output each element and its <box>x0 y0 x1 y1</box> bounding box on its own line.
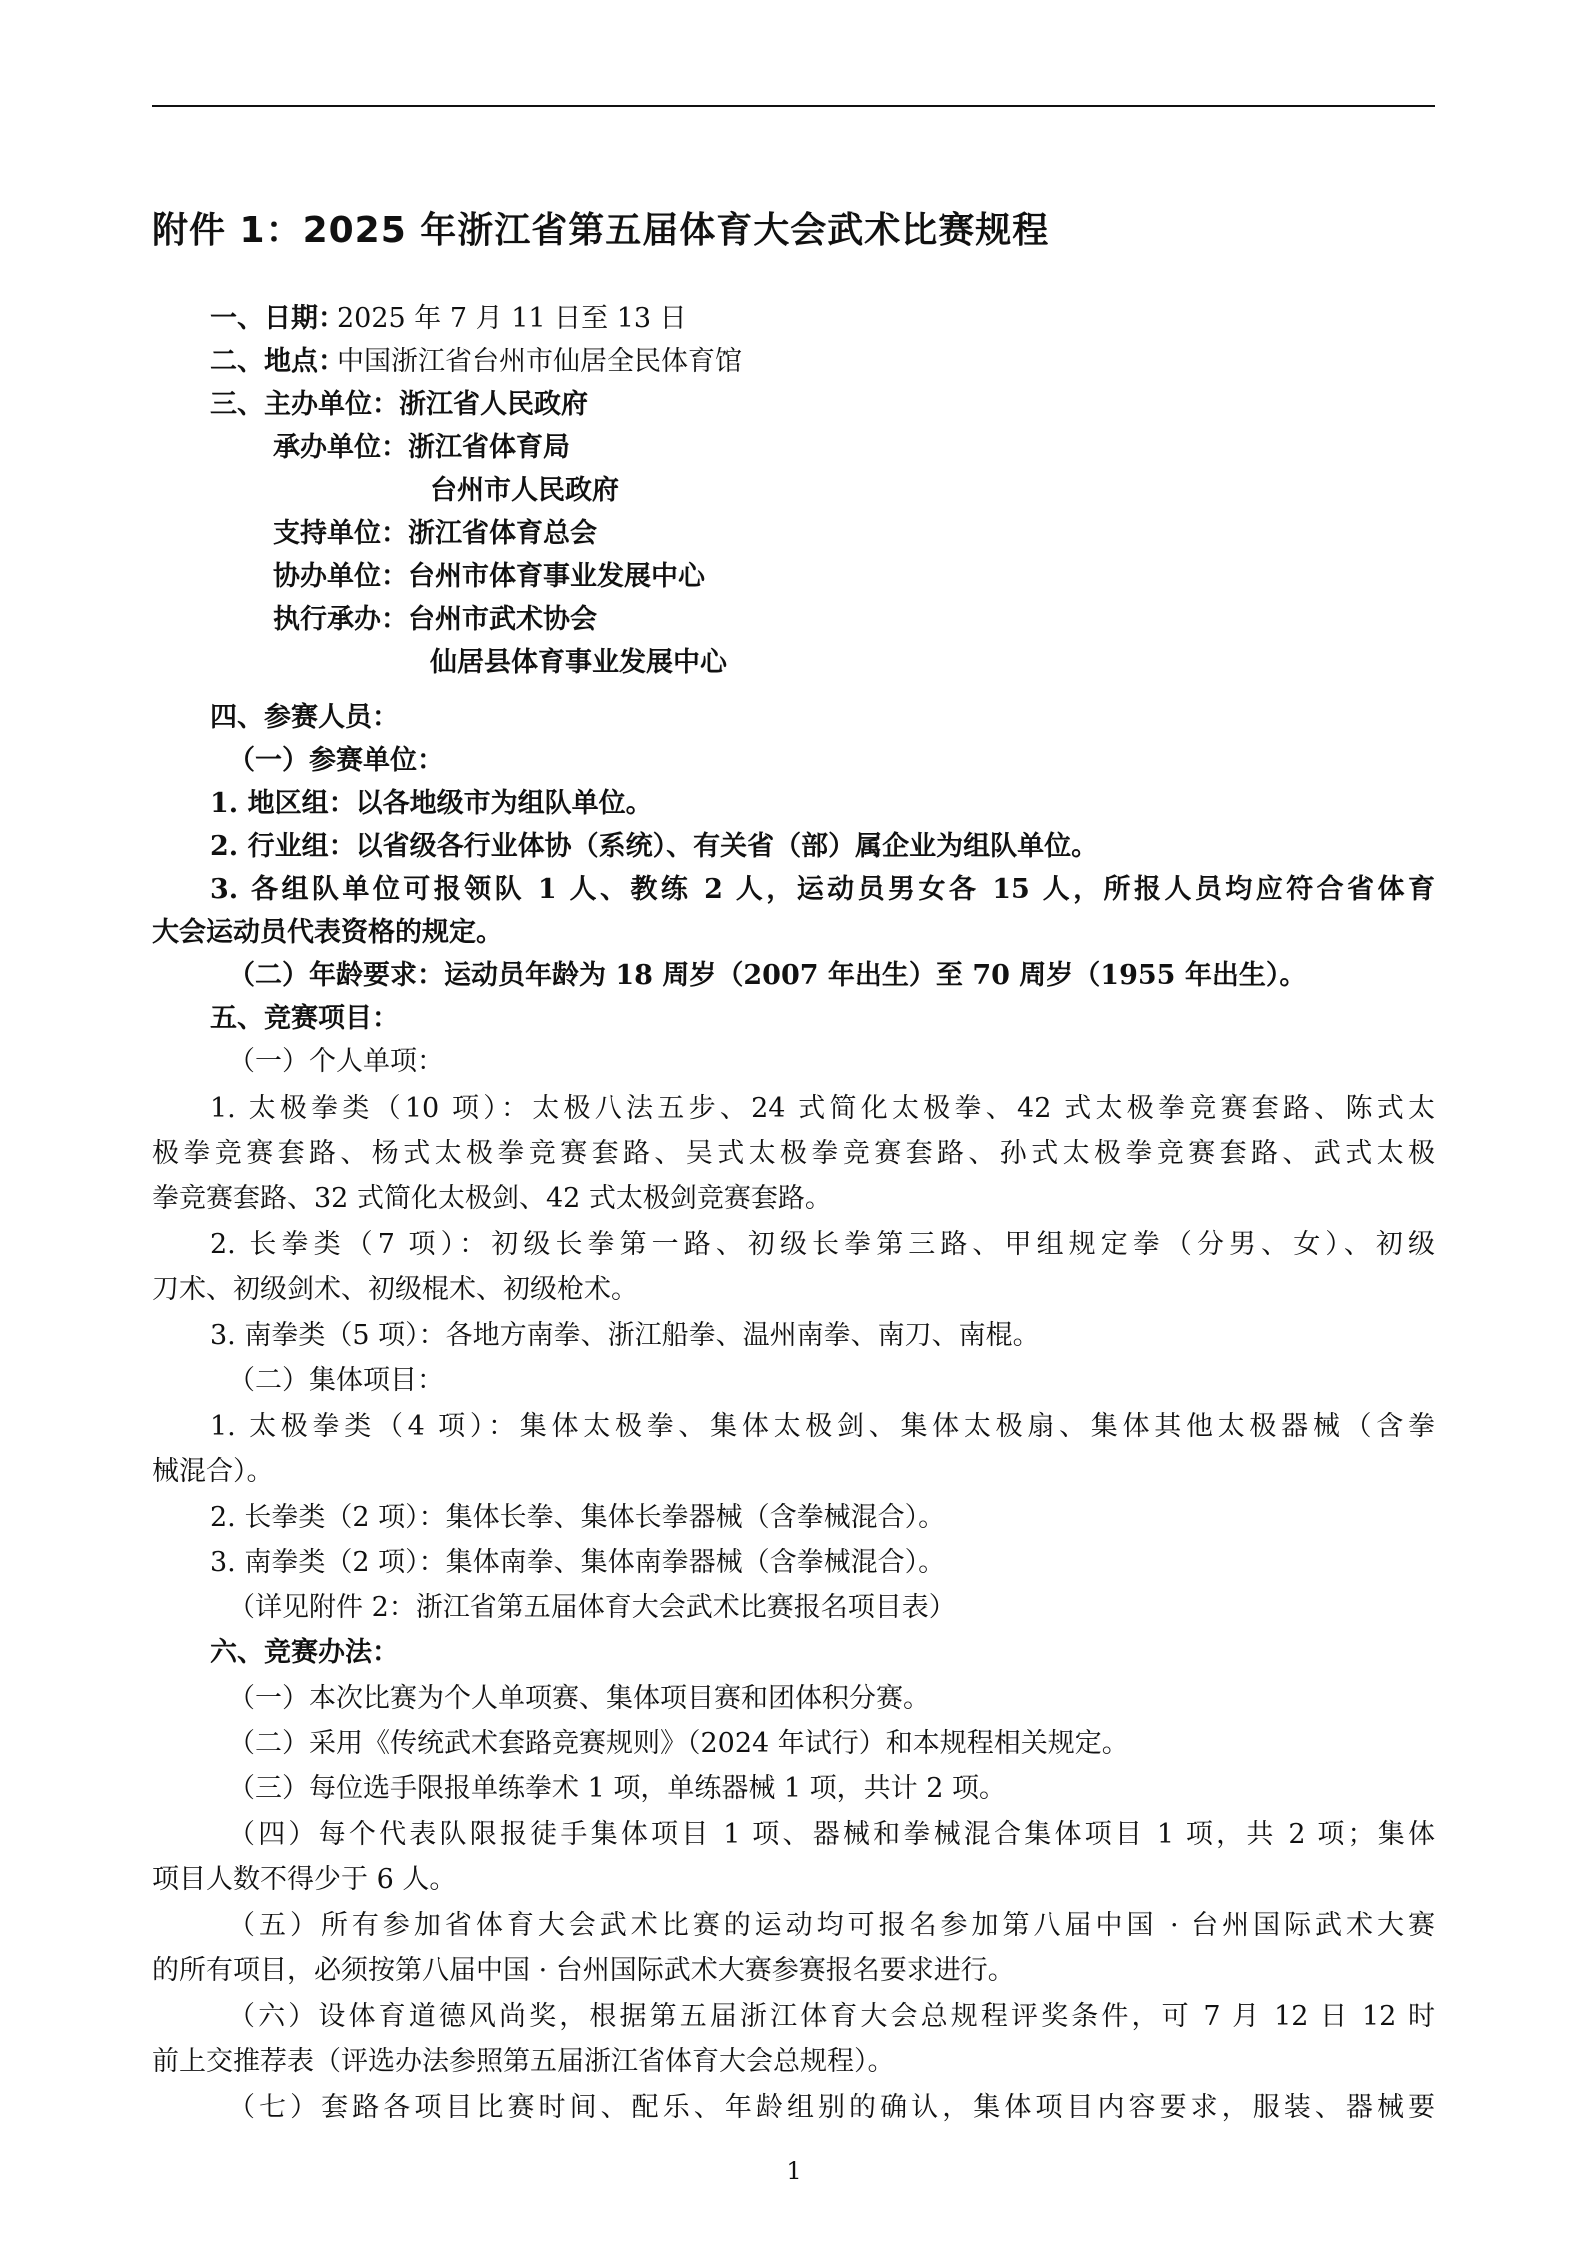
undertake-row <box>273 428 570 468</box>
undertake-value-2: 台州市人民政府 <box>430 475 619 506</box>
assist-value: 台州市体育事业发展中心 <box>408 561 705 592</box>
group-item-2: 2. 长拳类（2 项）：集体长拳、集体长拳器械（含拳械混合）。 <box>210 1502 946 1533</box>
undertake-value-1: 浙江省体育局 <box>408 432 570 463</box>
method-6-line-2: 前上交推荐表（评选办法参照第五届浙江省体育大会总规程）。 <box>152 2046 895 2077</box>
assist-label: 协办单位： <box>273 561 408 592</box>
document-title: 附件 1：2025 年浙江省第五届体育大会武术比赛规程 <box>152 210 1050 251</box>
method-3: （三）每位选手限报单练拳术 1 项，单练器械 1 项，共计 2 项。 <box>228 1773 1007 1804</box>
individual-item-1-line-1: 1. 太极拳类（10 项）：太极八法五步、24 式简化太极拳、42 式太极拳竞赛套路、陈式太 <box>210 1093 1435 1124</box>
group-item-1-line-1: 1. 太极拳类（4 项）：集体太极拳、集体太极剑、集体太极扇、集体其他太极器械（含拳 <box>210 1411 1435 1442</box>
host-value: 浙江省人民政府 <box>399 389 588 420</box>
unit-item-3-line-2: 大会运动员代表资格的规定。 <box>152 917 503 948</box>
units-heading: （一）参赛单位： <box>228 745 444 776</box>
date-row <box>210 299 687 339</box>
methods-heading: 六、竞赛办法： <box>210 1637 399 1668</box>
unit-item-1: 1. 地区组：以各地级市为组队单位。 <box>210 788 653 819</box>
host-label: 三、主办单位： <box>210 389 399 420</box>
group-item-1-line-2: 械混合）。 <box>152 1456 274 1487</box>
individual-item-2-line-1: 2. 长拳类（7 项）：初级长拳第一路、初级长拳第三路、甲组规定拳（分男、女）、初级 <box>210 1229 1435 1260</box>
method-7-line-1: （七）套路各项目比赛时间、配乐、年龄组别的确认，集体项目内容要求，服装、器械要 <box>228 2092 1435 2123</box>
method-6-line-1: （六）设体育道德风尚奖，根据第五届浙江体育大会总规程评奖条件，可 7 月 12 日 12 时 <box>228 2001 1435 2032</box>
method-4-line-2: 项目人数不得少于 6 人。 <box>152 1864 457 1895</box>
place-value: 中国浙江省台州市仙居全民体育馆 <box>337 346 742 377</box>
unit-item-2: 2. 行业组：以省级各行业体协（系统）、有关省（部）属企业为组队单位。 <box>210 831 1099 862</box>
unit-item-3-line-1: 3. 各组队单位可报领队 1 人、教练 2 人，运动员男女各 15 人，所报人员均应符合省体育 <box>210 874 1435 905</box>
events-heading: 五、竞赛项目： <box>210 1003 399 1034</box>
place-row <box>210 342 742 382</box>
group-heading: （二）集体项目： <box>228 1365 444 1396</box>
method-2: （二）采用《传统武术套路竞赛规则》（2024 年试行）和本规程相关规定。 <box>228 1728 1129 1759</box>
date-label: 一、日 期： <box>210 303 345 334</box>
support-label: 支持单位： <box>273 518 408 549</box>
method-4-line-1: （四）每个代表队限报徒手集体项目 1 项、器械和拳械混合集体项目 1 项，共 2 项；集体 <box>228 1819 1435 1850</box>
support-value: 浙江省体育总会 <box>408 518 597 549</box>
exec-value-1: 台州市武术协会 <box>408 604 597 635</box>
header-rule <box>152 105 1435 107</box>
undertake-label: 承办单位： <box>273 432 408 463</box>
date-value: 2025 年 7 月 11 日至 13 日 <box>337 303 687 334</box>
host-row <box>210 385 588 425</box>
exec-row <box>273 600 597 640</box>
place-label: 二、地 点： <box>210 346 345 377</box>
age-requirement: （二）年龄要求：运动员年龄为 18 周岁（2007 年出生）至 70 周岁（1955 年出生）。 <box>228 960 1307 991</box>
support-row <box>273 514 597 554</box>
method-5-line-2: 的所有项目，必须按第八届中国 · 台州国际武术大赛参赛报名要求进行。 <box>152 1955 1015 1986</box>
exec-label: 执行承办： <box>273 604 408 635</box>
individual-item-3: 3. 南拳类（5 项）：各地方南拳、浙江船拳、温州南拳、南刀、南棍。 <box>210 1320 1040 1351</box>
method-1: （一）本次比赛为个人单项赛、集体项目赛和团体积分赛。 <box>228 1683 930 1714</box>
exec-value-2: 仙居县体育事业发展中心 <box>430 647 727 678</box>
participants-heading: 四、参赛人员： <box>210 702 399 733</box>
individual-heading: （一）个人单项： <box>228 1046 444 1077</box>
individual-item-2-line-2: 刀术、初级剑术、初级棍术、初级枪术。 <box>152 1274 638 1305</box>
group-item-3: 3. 南拳类（2 项）：集体南拳、集体南拳器械（含拳械混合）。 <box>210 1547 946 1578</box>
individual-item-1-line-3: 拳竞赛套路、32 式简化太极剑、42 式太极剑竞赛套路。 <box>152 1183 832 1214</box>
assist-row <box>273 557 705 597</box>
method-5-line-1: （五）所有参加省体育大会武术比赛的运动均可报名参加第八届中国 · 台州国际武术大赛 <box>228 1910 1435 1941</box>
individual-item-1-line-2: 极拳竞赛套路、杨式太极拳竞赛套路、吴式太极拳竞赛套路、孙式太极拳竞赛套路、武式太极 <box>152 1138 1435 1169</box>
events-note: （详见附件 2：浙江省第五届体育大会武术比赛报名项目表） <box>228 1592 956 1623</box>
page-number: 1 <box>786 2157 802 2185</box>
